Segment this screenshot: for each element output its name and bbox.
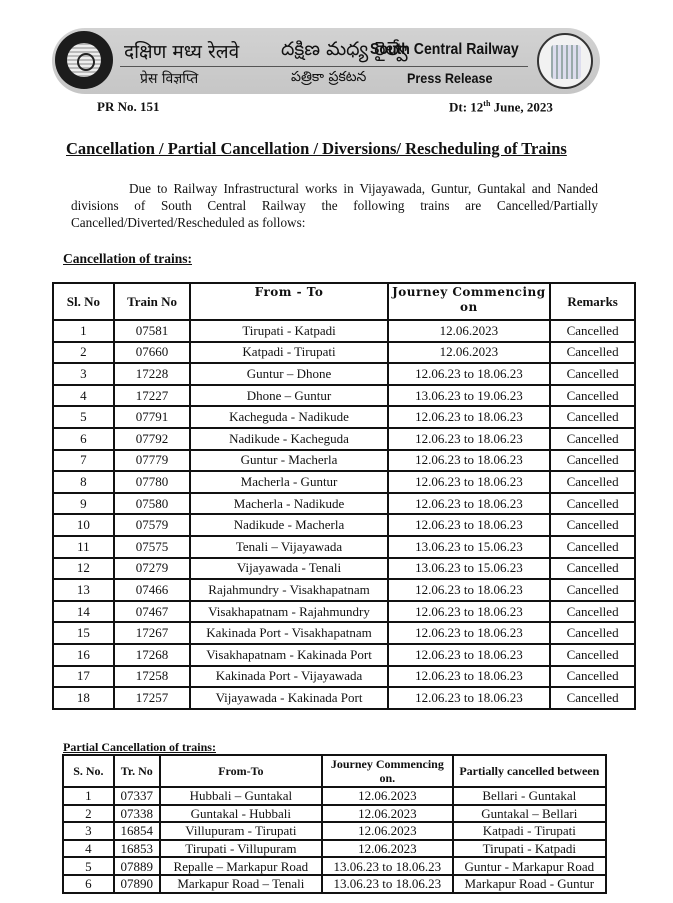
table-row [63, 822, 606, 840]
cell-from-to: Guntur – Dhone [190, 363, 387, 385]
cell-from-to: Villupuram - Tirupati [160, 822, 322, 840]
cell-from-to: Hubbali – Guntakal [160, 787, 322, 805]
table-row [53, 406, 635, 428]
col-from-to: From-To [160, 755, 322, 787]
col-journey: Journey Commencing on [388, 283, 551, 320]
cell-train-no: 07792 [114, 428, 191, 450]
cell-journey: 13.06.23 to 18.06.23 [322, 857, 453, 875]
cell-partial-between: Bellari - Guntakal [453, 787, 606, 805]
cell-journey: 12.06.23 to 18.06.23 [388, 687, 551, 709]
cell-remarks: Cancelled [550, 493, 635, 515]
intro-paragraph: Due to Railway Infrastructural works in Vijayawada, Guntur, Guntakal and Nanded divisions of South Central Railway the following trains are Cancelled/Partially Cancelled/Diverted/Rescheduled as follows: [71, 181, 598, 230]
cell-sl-no: 6 [53, 428, 114, 450]
cell-from-to: Kakinada Port - Visakhapatnam [190, 622, 387, 644]
cell-train-no: 07279 [114, 558, 191, 580]
cell-remarks: Cancelled [550, 342, 635, 364]
cell-sl-no: 17 [53, 666, 114, 688]
cell-train-no: 07575 [114, 536, 191, 558]
cell-sl-no: 1 [53, 320, 114, 342]
train-engine-icon [537, 33, 593, 89]
cell-sl-no: 11 [53, 536, 114, 558]
table-row [53, 579, 635, 601]
cell-from-to: Katpadi - Tirupati [190, 342, 387, 364]
cell-train-no: 07581 [114, 320, 191, 342]
cell-remarks: Cancelled [550, 363, 635, 385]
cell-remarks: Cancelled [550, 666, 635, 688]
cell-s-no: 2 [63, 805, 114, 823]
page-title: Cancellation / Partial Cancellation / Diversions/ Rescheduling of Trains [66, 139, 567, 158]
cell-tr-no: 16853 [114, 840, 160, 858]
cell-remarks: Cancelled [550, 644, 635, 666]
cell-journey: 12.06.2023 [322, 822, 453, 840]
cell-partial-between: Markapur Road - Guntur [453, 875, 606, 893]
cell-from-to: Repalle – Markapur Road [160, 857, 322, 875]
cell-s-no: 6 [63, 875, 114, 893]
indian-railways-emblem-icon [55, 31, 113, 89]
cell-journey: 12.06.2023 [322, 787, 453, 805]
cell-tr-no: 07337 [114, 787, 160, 805]
cell-train-no: 17228 [114, 363, 191, 385]
cell-sl-no: 16 [53, 644, 114, 666]
cell-journey: 12.06.23 to 18.06.23 [388, 666, 551, 688]
table-row [53, 428, 635, 450]
cell-remarks: Cancelled [550, 450, 635, 472]
cell-tr-no: 07889 [114, 857, 160, 875]
table-row [53, 622, 635, 644]
cell-train-no: 17227 [114, 385, 191, 407]
cell-remarks: Cancelled [550, 514, 635, 536]
cell-remarks: Cancelled [550, 558, 635, 580]
table-row [53, 536, 635, 558]
cell-from-to: Tirupati - Villupuram [160, 840, 322, 858]
cell-train-no: 07467 [114, 601, 191, 623]
table-row [53, 385, 635, 407]
cell-from-to: Macherla - Guntur [190, 471, 387, 493]
cell-from-to: Kakinada Port - Vijayawada [190, 666, 387, 688]
cell-journey: 12.06.2023 [388, 320, 551, 342]
cell-from-to: Kacheguda - Nadikude [190, 406, 387, 428]
cell-from-to: Nadikude - Kacheguda [190, 428, 387, 450]
cell-journey: 12.06.23 to 18.06.23 [388, 644, 551, 666]
cell-sl-no: 12 [53, 558, 114, 580]
cell-from-to: Rajahmundry - Visakhapatnam [190, 579, 387, 601]
table-row [53, 342, 635, 364]
cell-partial-between: Guntakal – Bellari [453, 805, 606, 823]
table-row [53, 514, 635, 536]
release-date: Dt: 12th June, 2023 [449, 99, 553, 115]
table-row [53, 363, 635, 385]
col-sl-no: Sl. No [53, 283, 114, 320]
cell-journey: 12.06.23 to 18.06.23 [388, 622, 551, 644]
cell-journey: 12.06.23 to 18.06.23 [388, 406, 551, 428]
cell-sl-no: 8 [53, 471, 114, 493]
table-row [63, 840, 606, 858]
cell-s-no: 5 [63, 857, 114, 875]
cell-sl-no: 13 [53, 579, 114, 601]
cell-from-to: Nadikude - Macherla [190, 514, 387, 536]
cell-journey: 12.06.23 to 18.06.23 [388, 363, 551, 385]
cell-remarks: Cancelled [550, 320, 635, 342]
cell-from-to: Tenali – Vijayawada [190, 536, 387, 558]
cell-journey: 12.06.2023 [322, 840, 453, 858]
cell-train-no: 17257 [114, 687, 191, 709]
table-header-row [53, 283, 635, 320]
table-row [53, 320, 635, 342]
cell-journey: 13.06.23 to 18.06.23 [322, 875, 453, 893]
table-row [63, 857, 606, 875]
col-remarks: Remarks [550, 283, 635, 320]
cell-train-no: 07580 [114, 493, 191, 515]
col-journey: Journey Commencing on. [322, 755, 453, 787]
cell-train-no: 17267 [114, 622, 191, 644]
cell-train-no: 07779 [114, 450, 191, 472]
cell-remarks: Cancelled [550, 428, 635, 450]
cell-sl-no: 14 [53, 601, 114, 623]
cell-from-to: Vijayawada - Tenali [190, 558, 387, 580]
cell-from-to: Guntur - Macherla [190, 450, 387, 472]
cell-tr-no: 07338 [114, 805, 160, 823]
cell-partial-between: Katpadi - Tirupati [453, 822, 606, 840]
cell-train-no: 07660 [114, 342, 191, 364]
cell-s-no: 1 [63, 787, 114, 805]
cell-s-no: 4 [63, 840, 114, 858]
cell-tr-no: 07890 [114, 875, 160, 893]
table-header-row [63, 755, 606, 787]
cell-journey: 12.06.23 to 18.06.23 [388, 514, 551, 536]
cell-journey: 12.06.23 to 18.06.23 [388, 450, 551, 472]
cell-remarks: Cancelled [550, 536, 635, 558]
cell-from-to: Vijayawada - Kakinada Port [190, 687, 387, 709]
cell-train-no: 17268 [114, 644, 191, 666]
cell-sl-no: 5 [53, 406, 114, 428]
cancellation-heading: Cancellation of trains: [63, 251, 192, 266]
org-name-english: South Central Railway [370, 41, 519, 58]
cell-partial-between: Tirupati - Katpadi [453, 840, 606, 858]
banner-divider [120, 66, 528, 67]
cell-journey: 12.06.2023 [322, 805, 453, 823]
cell-from-to: Tirupati - Katpadi [190, 320, 387, 342]
col-train-no: Train No [114, 283, 191, 320]
cell-sl-no: 4 [53, 385, 114, 407]
table-row [53, 666, 635, 688]
partial-cancellation-table [62, 754, 607, 894]
cell-journey: 12.06.23 to 18.06.23 [388, 601, 551, 623]
org-name-telugu: దక్షిణ మధ్య రైల్వే [281, 38, 408, 60]
cell-tr-no: 16854 [114, 822, 160, 840]
cell-remarks: Cancelled [550, 622, 635, 644]
cancellation-table [52, 282, 636, 710]
cell-remarks: Cancelled [550, 579, 635, 601]
cell-sl-no: 7 [53, 450, 114, 472]
cell-journey: 12.06.23 to 18.06.23 [388, 493, 551, 515]
table-row [63, 787, 606, 805]
cell-remarks: Cancelled [550, 385, 635, 407]
cell-journey: 13.06.23 to 15.06.23 [388, 536, 551, 558]
cell-partial-between: Guntur - Markapur Road [453, 857, 606, 875]
cell-journey: 12.06.2023 [388, 342, 551, 364]
cell-from-to: Dhone – Guntur [190, 385, 387, 407]
cell-journey: 13.06.23 to 19.06.23 [388, 385, 551, 407]
table-row [53, 493, 635, 515]
cell-journey: 13.06.23 to 15.06.23 [388, 558, 551, 580]
org-name-hindi: दक्षिण मध्य रेलवे [124, 41, 240, 63]
cell-from-to: Markapur Road – Tenali [160, 875, 322, 893]
cell-from-to: Visakhapatnam - Kakinada Port [190, 644, 387, 666]
cell-sl-no: 3 [53, 363, 114, 385]
pr-number: PR No. 151 [97, 99, 160, 114]
table-row [53, 601, 635, 623]
cell-train-no: 07466 [114, 579, 191, 601]
cell-sl-no: 10 [53, 514, 114, 536]
partial-cancellation-heading: Partial Cancellation of trains: [63, 740, 216, 754]
cell-sl-no: 15 [53, 622, 114, 644]
cell-sl-no: 9 [53, 493, 114, 515]
col-partially-cancelled-between: Partially cancelled between [453, 755, 606, 787]
table-row [53, 644, 635, 666]
cell-remarks: Cancelled [550, 601, 635, 623]
col-s-no: S. No. [63, 755, 114, 787]
col-tr-no: Tr. No [114, 755, 160, 787]
cell-sl-no: 2 [53, 342, 114, 364]
table-row [53, 558, 635, 580]
cell-from-to: Macherla - Nadikude [190, 493, 387, 515]
cell-remarks: Cancelled [550, 406, 635, 428]
cell-journey: 12.06.23 to 18.06.23 [388, 428, 551, 450]
cell-remarks: Cancelled [550, 471, 635, 493]
table-row [63, 805, 606, 823]
press-release-hindi: प्रेस विज्ञप्ति [140, 71, 199, 87]
cell-sl-no: 18 [53, 687, 114, 709]
cell-train-no: 07780 [114, 471, 191, 493]
cell-remarks: Cancelled [550, 687, 635, 709]
cell-train-no: 07579 [114, 514, 191, 536]
table-row [53, 471, 635, 493]
cell-s-no: 3 [63, 822, 114, 840]
press-release-telugu: పత్రికా ప్రకటన [291, 69, 367, 85]
press-release-english: Press Release [407, 70, 493, 86]
cell-train-no: 07791 [114, 406, 191, 428]
cell-journey: 12.06.23 to 18.06.23 [388, 471, 551, 493]
cell-from-to: Visakhapatnam - Rajahmundry [190, 601, 387, 623]
cell-journey: 12.06.23 to 18.06.23 [388, 579, 551, 601]
cell-train-no: 17258 [114, 666, 191, 688]
table-row [53, 687, 635, 709]
cell-from-to: Guntakal - Hubbali [160, 805, 322, 823]
col-from-to: From - To [190, 283, 387, 320]
table-row [53, 450, 635, 472]
table-row [63, 875, 606, 893]
